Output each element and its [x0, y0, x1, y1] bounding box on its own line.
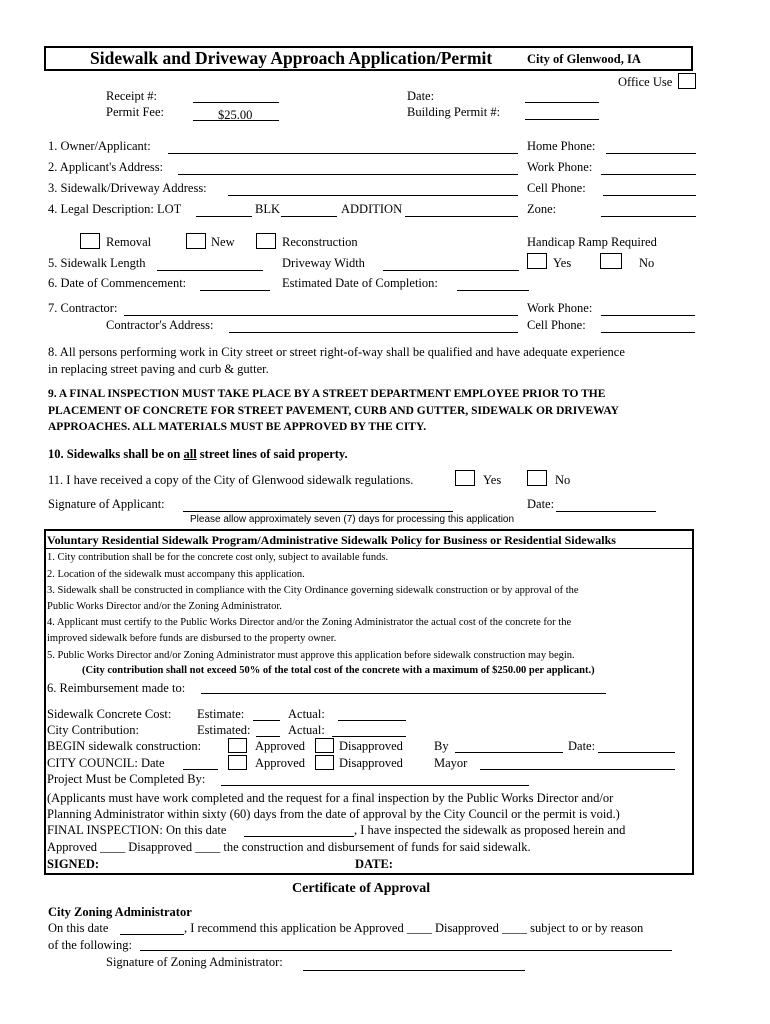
lot-input[interactable]: [196, 216, 252, 217]
signature-label: Signature of Applicant:: [48, 497, 165, 511]
permit-fee-label: Permit Fee:: [106, 105, 164, 119]
policy-item2: 2. Location of the sidewalk must accompany this application.: [47, 569, 305, 580]
signed-label: SIGNED:: [47, 857, 100, 871]
begin-disapproved-label: Disapproved: [339, 739, 403, 753]
contractor-label: 7. Contractor:: [48, 301, 118, 315]
zoning-admin-heading: City Zoning Administrator: [48, 905, 192, 919]
removal-checkbox[interactable]: [80, 233, 100, 249]
contractor-input[interactable]: [124, 315, 518, 316]
policy-heading: Voluntary Residential Sidewalk Program/Administrative Sidewalk Policy for Business or Residential Sidewalks: [47, 533, 616, 547]
certificate-title: Certificate of Approval: [292, 881, 431, 896]
by-input[interactable]: [455, 752, 563, 753]
blk-input[interactable]: [281, 216, 337, 217]
completion-input[interactable]: [457, 290, 529, 291]
item10: [48, 447, 348, 462]
item10-pre: 10. Sidewalks shall be on: [48, 447, 184, 461]
concrete-actual-label: Actual:: [288, 707, 325, 721]
regulations-no-checkbox[interactable]: [527, 470, 547, 486]
concrete-actual-input[interactable]: [338, 720, 406, 721]
item10-all: all: [183, 447, 197, 461]
sidewalk-address-input[interactable]: [228, 195, 518, 196]
owner-input[interactable]: [168, 153, 518, 154]
by-label: By: [434, 739, 449, 753]
policy-item1: 1. City contribution shall be for the concrete cost only, subject to available funds.: [47, 552, 389, 563]
item8-line1: 8. All persons performing work in City street or street right-of-way shall be qualified and have adequate experience: [48, 345, 625, 359]
certificate-reason-input[interactable]: [140, 950, 672, 951]
sidewalk-length-input[interactable]: [157, 270, 263, 271]
receipt-label: Receipt #:: [106, 89, 158, 103]
signature-date-input[interactable]: [556, 511, 656, 512]
item10-post: street lines of said property.: [196, 447, 348, 461]
council-disapproved-checkbox[interactable]: [315, 755, 334, 770]
contractor-work-phone-label: Work Phone:: [527, 301, 593, 315]
cell-phone-input[interactable]: [603, 195, 696, 196]
final-inspection-text: , I have inspected the sidewalk as proposed herein and: [354, 823, 626, 837]
completion-note-1: (Applicants must have work completed and the request for a final inspection by the Public Works Director and/or: [47, 791, 614, 805]
policy-item4b: improved sidewalk before funds are disbursed to the property owner.: [47, 633, 337, 644]
office-use-label: Office Use: [618, 75, 673, 89]
completed-by-label: Project Must be Completed By:: [47, 772, 206, 786]
zoning-signature-input[interactable]: [303, 970, 525, 971]
address-input[interactable]: [178, 174, 518, 175]
building-permit-label: Building Permit #:: [407, 105, 501, 119]
processing-note: Please allow approximately seven (7) days for processing this application: [190, 514, 515, 525]
final-approval-line: Approved ____ Disapproved ____ the construction and disbursement of funds for said sidewalk.: [47, 840, 531, 854]
item11-text: 11. I have received a copy of the City of Glenwood sidewalk regulations.: [48, 473, 414, 487]
concrete-estimate-label: Estimate:: [197, 707, 245, 721]
by-date-label: Date:: [568, 739, 596, 753]
commencement-label: 6. Date of Commencement:: [48, 276, 187, 290]
address-label: 2. Applicant's Address:: [48, 160, 164, 174]
receipt-input[interactable]: [193, 102, 279, 103]
item9-line1: 9. A FINAL INSPECTION MUST TAKE PLACE BY A STREET DEPARTMENT EMPLOYEE PRIOR TO THE: [48, 388, 606, 400]
contractor-work-phone-input[interactable]: [601, 315, 695, 316]
regulations-yes-checkbox[interactable]: [455, 470, 475, 486]
begin-construction-label: BEGIN sidewalk construction:: [47, 739, 202, 753]
reconstruction-label: Reconstruction: [282, 235, 358, 249]
contribution-estimated-label: Estimated:: [197, 723, 251, 737]
completed-by-input[interactable]: [221, 785, 529, 786]
zone-label: Zone:: [527, 202, 557, 216]
city-name: City of Glenwood, IA: [527, 52, 641, 66]
begin-approved-checkbox[interactable]: [228, 738, 247, 753]
zone-input[interactable]: [601, 216, 696, 217]
policy-item5: 5. Public Works Director and/or Zoning Administrator must approve this application before sidewalk construction may begin.: [47, 650, 575, 661]
zoning-signature-label: Signature of Zoning Administrator:: [106, 955, 283, 969]
policy-item4a: 4. Applicant must certify to the Public Works Director and/or the Zoning Administrator the actual cost of the concrete for the: [47, 617, 572, 628]
certificate-reason-label: of the following:: [48, 938, 133, 952]
final-inspection-date-input[interactable]: [244, 836, 354, 837]
contractor-address-label: Contractor's Address:: [106, 318, 214, 332]
mayor-input[interactable]: [480, 769, 675, 770]
handicap-no-checkbox[interactable]: [600, 253, 622, 269]
item9-line2: PLACEMENT OF CONCRETE FOR STREET PAVEMENT, CURB AND GUTTER, SIDEWALK OR DRIVEWAY: [48, 405, 619, 417]
begin-disapproved-checkbox[interactable]: [315, 738, 334, 753]
date-input[interactable]: [525, 102, 599, 103]
certificate-date-input[interactable]: [120, 934, 184, 935]
handicap-no-label: No: [639, 256, 655, 270]
concrete-estimate-input[interactable]: [253, 720, 280, 721]
work-phone-input[interactable]: [601, 174, 696, 175]
new-checkbox[interactable]: [186, 233, 206, 249]
contractor-address-input[interactable]: [229, 332, 518, 333]
addition-input[interactable]: [405, 216, 518, 217]
form-title: Sidewalk and Driveway Approach Application/Permit: [90, 48, 493, 68]
concrete-cost-label: Sidewalk Concrete Cost:: [47, 707, 172, 721]
home-phone-label: Home Phone:: [527, 139, 596, 153]
removal-label: Removal: [106, 235, 152, 249]
certificate-recommend-text: , I recommend this application be Approved ____ Disapproved ____ subject to or by reason: [184, 921, 644, 935]
sidewalk-address-label: 3. Sidewalk/Driveway Address:: [48, 181, 207, 195]
cell-phone-label: Cell Phone:: [527, 181, 586, 195]
regulations-yes-label: Yes: [483, 473, 502, 487]
contractor-cell-phone-input[interactable]: [601, 332, 695, 333]
council-disapproved-label: Disapproved: [339, 756, 403, 770]
reconstruction-checkbox[interactable]: [256, 233, 276, 249]
policy-item3a: 3. Sidewalk shall be constructed in compliance with the City Ordinance governing sidewalk construction or by approval of the: [47, 585, 579, 596]
completion-label: Estimated Date of Completion:: [282, 276, 438, 290]
home-phone-input[interactable]: [606, 153, 696, 154]
sidewalk-length-label: 5. Sidewalk Length: [48, 256, 146, 270]
date-label: Date:: [407, 89, 435, 103]
handicap-label: Handicap Ramp Required: [527, 235, 657, 249]
reimbursement-label: 6. Reimbursement made to:: [47, 681, 186, 695]
completion-note-2: Planning Administrator within sixty (60) days from the date of approval by the City Council or the permit is void.): [47, 807, 620, 821]
contribution-actual-label: Actual:: [288, 723, 325, 737]
mayor-label: Mayor: [434, 756, 468, 770]
city-contribution-label: City Contribution:: [47, 723, 140, 737]
office-use-checkbox[interactable]: [678, 73, 696, 89]
owner-label: 1. Owner/Applicant:: [48, 139, 151, 153]
item9-line3: APPROACHES. ALL MATERIALS MUST BE APPROVED BY THE CITY.: [48, 421, 427, 433]
building-permit-input[interactable]: [525, 119, 599, 120]
council-approved-checkbox[interactable]: [228, 755, 247, 770]
reimbursement-input[interactable]: [201, 693, 606, 694]
addition-label: ADDITION: [341, 202, 403, 216]
policy-heading-rule: [46, 548, 692, 549]
permit-fee-line: [193, 120, 279, 121]
final-inspection-label: FINAL INSPECTION: On this date: [47, 823, 227, 837]
handicap-yes-checkbox[interactable]: [527, 253, 547, 269]
blk-label: BLK: [255, 202, 280, 216]
begin-approved-label: Approved: [255, 739, 305, 753]
legal-label: 4. Legal Description: LOT: [48, 202, 182, 216]
city-council-date-input[interactable]: [183, 769, 218, 770]
driveway-width-input[interactable]: [383, 270, 519, 271]
policy-item5-bold: (City contribution shall not exceed 50% of the total cost of the concrete with a maximum of $250.00 per applicant.): [82, 665, 595, 676]
driveway-width-label: Driveway Width: [282, 256, 365, 270]
contractor-cell-phone-label: Cell Phone:: [527, 318, 586, 332]
council-approved-label: Approved: [255, 756, 305, 770]
signature-input[interactable]: [183, 511, 453, 512]
handicap-yes-label: Yes: [553, 256, 572, 270]
certificate-date-label: On this date: [48, 921, 109, 935]
signature-date-label: Date:: [527, 497, 555, 511]
contribution-estimated-input[interactable]: [256, 736, 280, 737]
signed-date-label: DATE:: [355, 857, 393, 871]
policy-item3b: Public Works Director and/or the Zoning Administrator.: [47, 601, 282, 612]
by-date-input[interactable]: [598, 752, 675, 753]
city-council-label: CITY COUNCIL: Date: [47, 756, 165, 770]
item8-line2: in replacing street paving and curb & gutter.: [48, 362, 269, 376]
work-phone-label: Work Phone:: [527, 160, 593, 174]
permit-fee-value: $25.00: [218, 108, 253, 122]
regulations-no-label: No: [555, 473, 571, 487]
contribution-actual-input[interactable]: [332, 736, 406, 737]
new-label: New: [211, 235, 235, 249]
commencement-input[interactable]: [200, 290, 270, 291]
